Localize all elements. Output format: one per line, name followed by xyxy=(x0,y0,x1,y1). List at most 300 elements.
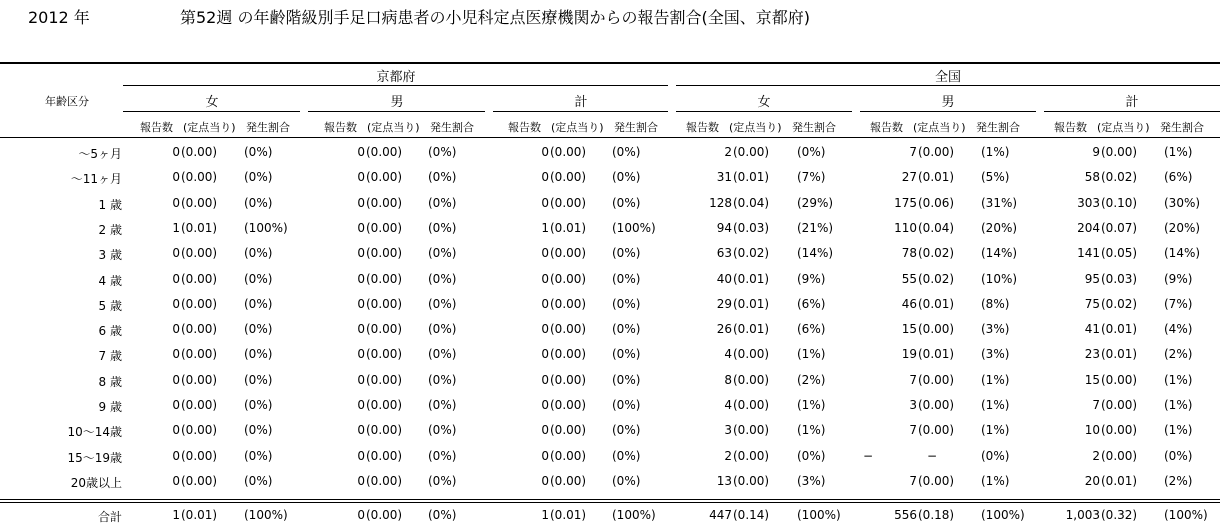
count-cell: 58 xyxy=(1084,170,1100,185)
per-site-cell: (0.02) xyxy=(918,271,955,286)
rate-cell: (0%) xyxy=(244,347,273,362)
count-cell: 0 xyxy=(172,322,180,337)
per-site-cell: (0.00) xyxy=(181,448,218,463)
count-cell: 0 xyxy=(172,423,180,438)
age-label: 〜11ヶ月 xyxy=(70,172,122,187)
per-site-cell: (0.01) xyxy=(1101,473,1138,488)
per-site-cell: (0.00) xyxy=(366,145,403,159)
per-site-cell: (0.00) xyxy=(366,372,403,387)
page-title: 第52週 の年齢階級別手足口病患者の小児科定点医療機関からの報告割合(全国、京都府) xyxy=(180,8,810,27)
count-cell: 0 xyxy=(172,398,180,412)
rate-cell: (14%) xyxy=(797,246,834,261)
rate-cell: (31%) xyxy=(981,195,1018,210)
per-site-cell: (0.01) xyxy=(1101,347,1138,362)
sub-header-count: 報告数 xyxy=(508,121,541,134)
rate-cell: (0%) xyxy=(244,271,273,286)
rate-cell: (1%) xyxy=(1164,372,1193,387)
per-site-cell: (0.00) xyxy=(550,473,587,488)
per-site-cell: (0.00) xyxy=(181,322,218,337)
region-header-kyoto: 京都府 xyxy=(376,70,416,85)
rate-cell: (5%) xyxy=(981,170,1010,185)
per-site-cell: (0.00) xyxy=(366,347,403,362)
sub-header-rate: 発生割合 xyxy=(430,121,474,134)
rate-cell: (0%) xyxy=(428,296,457,311)
group-header: 計 xyxy=(1125,95,1139,110)
count-cell: 175 xyxy=(894,195,917,210)
rate-cell: (0%) xyxy=(244,423,273,438)
per-site-cell: (0.00) xyxy=(550,372,587,387)
title-bar xyxy=(0,5,1220,29)
sub-header-per-site: (定点当り) xyxy=(367,121,420,134)
count-cell: 0 xyxy=(172,473,180,488)
per-site-cell: (0.00) xyxy=(918,145,955,159)
rate-cell: (0%) xyxy=(244,145,273,159)
rate-cell: (6%) xyxy=(797,296,826,311)
count-cell: 0 xyxy=(357,271,365,286)
count-cell: 2 xyxy=(1092,448,1100,463)
rule-line xyxy=(0,62,1220,64)
group-header: 計 xyxy=(574,95,588,110)
rule-line xyxy=(308,111,485,112)
count-cell: 110 xyxy=(894,220,917,235)
per-site-cell: (0.01) xyxy=(733,170,770,185)
rate-cell: (0%) xyxy=(244,372,273,387)
count-cell: 41 xyxy=(1084,322,1100,337)
per-site-cell: (0.00) xyxy=(366,220,403,235)
per-site-cell: (0.00) xyxy=(550,246,587,261)
rate-cell: (0%) xyxy=(612,423,641,438)
rate-cell: (0%) xyxy=(428,170,457,185)
count-cell: 63 xyxy=(716,246,732,261)
count-cell: 7 xyxy=(909,423,917,438)
per-site-cell: − xyxy=(927,448,938,463)
count-cell: 0 xyxy=(172,448,180,463)
per-site-cell: (0.03) xyxy=(1101,271,1138,286)
count-cell: 15 xyxy=(901,322,917,337)
per-site-cell: (0.02) xyxy=(918,246,955,261)
per-site-cell: (0.00) xyxy=(181,145,218,159)
count-cell: 7 xyxy=(1092,398,1100,412)
per-site-cell: (0.00) xyxy=(550,170,587,185)
rate-cell: (100%) xyxy=(981,508,1025,522)
rate-cell: (9%) xyxy=(1164,271,1193,286)
rate-cell: (20%) xyxy=(981,220,1018,235)
per-site-cell: (0.00) xyxy=(733,145,770,159)
rate-cell: (0%) xyxy=(428,322,457,337)
count-cell: 0 xyxy=(357,220,365,235)
rate-cell: (30%) xyxy=(1164,195,1201,210)
per-site-cell: (0.01) xyxy=(918,296,955,311)
per-site-cell: (0.00) xyxy=(918,322,955,337)
rate-cell: (0%) xyxy=(428,473,457,488)
per-site-cell: (0.00) xyxy=(366,170,403,185)
count-cell: 3 xyxy=(724,423,732,438)
per-site-cell: (0.00) xyxy=(550,296,587,311)
count-cell: 0 xyxy=(172,170,180,185)
count-cell: 0 xyxy=(541,246,549,261)
rate-cell: (0%) xyxy=(428,448,457,463)
per-site-cell: (0.00) xyxy=(181,170,218,185)
count-cell: 1 xyxy=(172,508,180,522)
rate-cell: (1%) xyxy=(797,423,826,438)
count-cell: 75 xyxy=(1084,296,1100,311)
count-cell: 0 xyxy=(357,170,365,185)
per-site-cell: (0.02) xyxy=(733,246,770,261)
count-cell: 0 xyxy=(172,246,180,261)
count-cell: 141 xyxy=(1077,246,1100,261)
per-site-cell: (0.07) xyxy=(1101,220,1138,235)
rate-cell: (100%) xyxy=(244,508,288,522)
per-site-cell: (0.18) xyxy=(918,508,955,522)
per-site-cell: (0.00) xyxy=(1101,448,1138,463)
per-site-cell: (0.01) xyxy=(181,508,218,522)
count-cell: 0 xyxy=(172,271,180,286)
rate-cell: (0%) xyxy=(612,271,641,286)
rate-cell: (10%) xyxy=(981,271,1018,286)
rate-cell: (14%) xyxy=(981,246,1018,261)
per-site-cell: (0.00) xyxy=(181,473,218,488)
count-cell: 0 xyxy=(541,372,549,387)
per-site-cell: (0.00) xyxy=(733,398,770,412)
count-cell: 1 xyxy=(541,508,549,522)
per-site-cell: (0.01) xyxy=(918,347,955,362)
count-cell: 0 xyxy=(357,448,365,463)
per-site-cell: (0.00) xyxy=(733,347,770,362)
per-site-cell: (0.00) xyxy=(366,448,403,463)
group-header: 男 xyxy=(941,95,955,110)
count-cell: 8 xyxy=(724,372,732,387)
rate-cell: (1%) xyxy=(1164,398,1193,412)
age-label: 8 歳 xyxy=(98,374,122,389)
rule-line xyxy=(493,111,668,112)
per-site-cell: (0.00) xyxy=(366,398,403,412)
sub-header-per-site: (定点当り) xyxy=(1097,121,1150,134)
per-site-cell: (0.01) xyxy=(733,296,770,311)
per-site-cell: (0.01) xyxy=(550,508,587,522)
per-site-cell: (0.01) xyxy=(733,322,770,337)
sub-header-count: 報告数 xyxy=(870,121,903,134)
age-label: 6 歳 xyxy=(98,324,122,339)
rate-cell: (0%) xyxy=(428,220,457,235)
rate-cell: (0%) xyxy=(244,398,273,412)
count-cell: 0 xyxy=(357,347,365,362)
rate-cell: (100%) xyxy=(797,508,841,522)
age-label: 1 歳 xyxy=(98,197,122,212)
per-site-cell: (0.00) xyxy=(366,473,403,488)
per-site-cell: (0.00) xyxy=(181,398,218,412)
rate-cell: (0%) xyxy=(612,448,641,463)
count-cell: 0 xyxy=(541,448,549,463)
year-label: 2012 年 xyxy=(28,8,90,27)
count-cell: 0 xyxy=(357,423,365,438)
per-site-cell: (0.00) xyxy=(550,195,587,210)
count-cell: 0 xyxy=(357,508,365,522)
rate-cell: (14%) xyxy=(1164,246,1201,261)
count-cell: 7 xyxy=(909,145,917,159)
sub-header-count: 報告数 xyxy=(324,121,357,134)
count-cell: 3 xyxy=(909,398,917,412)
per-site-cell: (0.00) xyxy=(550,448,587,463)
count-cell: 46 xyxy=(901,296,917,311)
per-site-cell: (0.00) xyxy=(550,322,587,337)
rate-cell: (0%) xyxy=(428,372,457,387)
count-cell: 78 xyxy=(901,246,917,261)
per-site-cell: (0.00) xyxy=(550,347,587,362)
count-cell: 0 xyxy=(541,322,549,337)
rule-line xyxy=(0,499,1220,503)
per-site-cell: (0.00) xyxy=(733,423,770,438)
count-cell: 1 xyxy=(172,220,180,235)
rate-cell: (0%) xyxy=(612,347,641,362)
count-cell: 0 xyxy=(541,423,549,438)
sub-header-per-site: (定点当り) xyxy=(183,121,236,134)
count-cell: 19 xyxy=(901,347,917,362)
age-label: 5 歳 xyxy=(98,298,122,313)
rate-cell: (6%) xyxy=(797,322,826,337)
per-site-cell: (0.01) xyxy=(550,220,587,235)
rate-cell: (0%) xyxy=(428,508,457,522)
rate-cell: (2%) xyxy=(797,372,826,387)
rate-cell: (100%) xyxy=(1164,508,1208,522)
rate-cell: (1%) xyxy=(981,145,1010,159)
rate-cell: (7%) xyxy=(797,170,826,185)
rate-cell: (0%) xyxy=(428,246,457,261)
count-cell: 0 xyxy=(541,271,549,286)
sub-header-count: 報告数 xyxy=(686,121,719,134)
count-cell: 0 xyxy=(541,398,549,412)
count-cell: 1 xyxy=(541,220,549,235)
rate-cell: (2%) xyxy=(1164,473,1193,488)
count-cell: 447 xyxy=(709,508,732,522)
count-cell: 1,003 xyxy=(1065,508,1100,522)
sub-header-per-site: (定点当り) xyxy=(913,121,966,134)
per-site-cell: (0.00) xyxy=(366,271,403,286)
per-site-cell: (0.06) xyxy=(918,195,955,210)
rate-cell: (0%) xyxy=(612,296,641,311)
rate-cell: (0%) xyxy=(612,246,641,261)
per-site-cell: (0.00) xyxy=(550,398,587,412)
count-cell: 0 xyxy=(541,145,549,159)
age-label: 10〜14歳 xyxy=(67,425,122,440)
count-cell: 204 xyxy=(1077,220,1100,235)
count-cell: 2 xyxy=(724,145,732,159)
count-cell: 7 xyxy=(909,372,917,387)
rate-cell: (0%) xyxy=(428,271,457,286)
age-label: 20歳以上 xyxy=(70,475,122,490)
count-cell: 0 xyxy=(541,347,549,362)
per-site-cell: (0.00) xyxy=(733,448,770,463)
age-label: 7 歳 xyxy=(98,349,122,364)
rate-cell: (7%) xyxy=(1164,296,1193,311)
per-site-cell: (0.01) xyxy=(733,271,770,286)
age-label: 9 歳 xyxy=(98,400,122,414)
per-site-cell: (0.01) xyxy=(1101,322,1138,337)
rate-cell: (0%) xyxy=(428,347,457,362)
per-site-cell: (0.00) xyxy=(918,398,955,412)
count-cell: 29 xyxy=(716,296,732,311)
rate-cell: (0%) xyxy=(244,170,273,185)
rule-line xyxy=(123,85,668,86)
rate-cell: (4%) xyxy=(1164,322,1193,337)
per-site-cell: (0.00) xyxy=(366,195,403,210)
per-site-cell: (0.00) xyxy=(550,145,587,159)
count-cell: 0 xyxy=(357,145,365,159)
per-site-cell: (0.00) xyxy=(181,296,218,311)
per-site-cell: (0.00) xyxy=(733,372,770,387)
per-site-cell: (0.00) xyxy=(918,473,955,488)
rate-cell: (1%) xyxy=(797,398,826,412)
rate-cell: (0%) xyxy=(244,296,273,311)
count-cell: 0 xyxy=(357,398,365,412)
count-cell: 0 xyxy=(172,145,180,159)
per-site-cell: (0.02) xyxy=(1101,170,1138,185)
sub-header-rate: 発生割合 xyxy=(1160,121,1204,134)
count-cell: 7 xyxy=(909,473,917,488)
rate-cell: (21%) xyxy=(797,220,834,235)
sub-header-rate: 発生割合 xyxy=(792,121,836,134)
per-site-cell: (0.04) xyxy=(918,220,955,235)
rate-cell: (0%) xyxy=(428,423,457,438)
rule-line xyxy=(860,111,1036,112)
count-cell: 0 xyxy=(357,296,365,311)
rate-cell: (0%) xyxy=(612,372,641,387)
rule-line xyxy=(1044,111,1220,112)
sub-header-per-site: (定点当り) xyxy=(729,121,782,134)
count-cell: 4 xyxy=(724,347,732,362)
rule-line xyxy=(0,137,1220,138)
count-cell: 0 xyxy=(172,296,180,311)
per-site-cell: (0.00) xyxy=(181,271,218,286)
rate-cell: (29%) xyxy=(797,195,834,210)
sub-header-count: 報告数 xyxy=(140,121,173,134)
per-site-cell: (0.00) xyxy=(550,271,587,286)
count-cell: 20 xyxy=(1084,473,1100,488)
per-site-cell: (0.01) xyxy=(918,170,955,185)
rate-cell: (0%) xyxy=(244,473,273,488)
count-cell: 0 xyxy=(541,170,549,185)
region-header-national: 全国 xyxy=(934,70,961,85)
rate-cell: (0%) xyxy=(1164,448,1193,463)
rate-cell: (100%) xyxy=(244,220,288,235)
rate-cell: (3%) xyxy=(797,473,826,488)
per-site-cell: (0.10) xyxy=(1101,195,1138,210)
rate-cell: (100%) xyxy=(612,508,656,522)
per-site-cell: (0.00) xyxy=(181,246,218,261)
per-site-cell: (0.00) xyxy=(1101,423,1138,438)
sub-header-rate: 発生割合 xyxy=(246,121,290,134)
per-site-cell: (0.32) xyxy=(1101,508,1138,522)
rate-cell: (0%) xyxy=(797,145,826,159)
per-site-cell: (0.00) xyxy=(366,322,403,337)
rate-cell: (1%) xyxy=(981,473,1010,488)
rate-cell: (1%) xyxy=(981,398,1010,412)
per-site-cell: (0.00) xyxy=(181,195,218,210)
count-cell: 0 xyxy=(541,473,549,488)
per-site-cell: (0.00) xyxy=(366,508,403,522)
rate-cell: (1%) xyxy=(797,347,826,362)
rate-cell: (0%) xyxy=(612,322,641,337)
rule-line xyxy=(676,85,1220,86)
rate-cell: (1%) xyxy=(1164,145,1193,159)
age-label: 4 歳 xyxy=(98,273,122,288)
rate-cell: (100%) xyxy=(612,220,656,235)
rule-line xyxy=(123,111,300,112)
rate-cell: (0%) xyxy=(612,195,641,210)
per-site-cell: (0.14) xyxy=(733,508,770,522)
count-cell: 0 xyxy=(357,473,365,488)
age-label: 2 歳 xyxy=(98,222,122,237)
rate-cell: (0%) xyxy=(428,195,457,210)
rate-cell: (6%) xyxy=(1164,170,1193,185)
rate-cell: (0%) xyxy=(612,170,641,185)
count-cell: 303 xyxy=(1077,195,1100,210)
per-site-cell: (0.00) xyxy=(550,423,587,438)
per-site-cell: (0.00) xyxy=(1101,372,1138,387)
rate-cell: (0%) xyxy=(244,448,273,463)
count-cell: 2 xyxy=(724,448,732,463)
rate-cell: (20%) xyxy=(1164,220,1201,235)
rule-line xyxy=(676,111,852,112)
count-cell: − xyxy=(862,448,873,463)
rate-cell: (0%) xyxy=(244,246,273,261)
count-cell: 0 xyxy=(172,372,180,387)
per-site-cell: (0.05) xyxy=(1101,246,1138,261)
per-site-cell: (0.00) xyxy=(918,423,955,438)
per-site-cell: (0.00) xyxy=(918,372,955,387)
rate-cell: (9%) xyxy=(797,271,826,286)
rate-cell: (2%) xyxy=(1164,347,1193,362)
age-label: 〜5ヶ月 xyxy=(78,147,122,161)
rate-cell: (0%) xyxy=(981,448,1010,463)
rate-cell: (1%) xyxy=(981,423,1010,438)
rate-cell: (0%) xyxy=(612,398,641,412)
per-site-cell: (0.00) xyxy=(366,296,403,311)
count-cell: 55 xyxy=(901,271,917,286)
per-site-cell: (0.00) xyxy=(181,347,218,362)
rate-cell: (0%) xyxy=(612,145,641,159)
count-cell: 0 xyxy=(541,296,549,311)
per-site-cell: (0.02) xyxy=(1101,296,1138,311)
count-cell: 0 xyxy=(172,347,180,362)
count-cell: 40 xyxy=(716,271,732,286)
total-label: 合計 xyxy=(97,510,122,524)
rate-cell: (0%) xyxy=(244,195,273,210)
count-cell: 23 xyxy=(1084,347,1100,362)
age-label: 3 歳 xyxy=(98,248,122,263)
count-cell: 0 xyxy=(357,372,365,387)
count-cell: 0 xyxy=(541,195,549,210)
count-cell: 31 xyxy=(716,170,732,185)
count-cell: 0 xyxy=(357,195,365,210)
age-column-header: 年齢区分 xyxy=(45,95,89,108)
rate-cell: (1%) xyxy=(981,372,1010,387)
per-site-cell: (0.00) xyxy=(181,372,218,387)
age-label: 15〜19歳 xyxy=(67,450,122,465)
count-cell: 13 xyxy=(716,473,732,488)
per-site-cell: (0.03) xyxy=(733,220,770,235)
rate-cell: (0%) xyxy=(797,448,826,463)
per-site-cell: (0.04) xyxy=(733,195,770,210)
group-header: 女 xyxy=(757,95,771,110)
sub-header-rate: 発生割合 xyxy=(976,121,1020,134)
rate-cell: (3%) xyxy=(981,347,1010,362)
count-cell: 0 xyxy=(357,322,365,337)
count-cell: 556 xyxy=(894,508,917,522)
count-cell: 9 xyxy=(1092,145,1100,159)
per-site-cell: (0.00) xyxy=(366,246,403,261)
count-cell: 95 xyxy=(1084,271,1100,286)
per-site-cell: (0.01) xyxy=(181,220,218,235)
